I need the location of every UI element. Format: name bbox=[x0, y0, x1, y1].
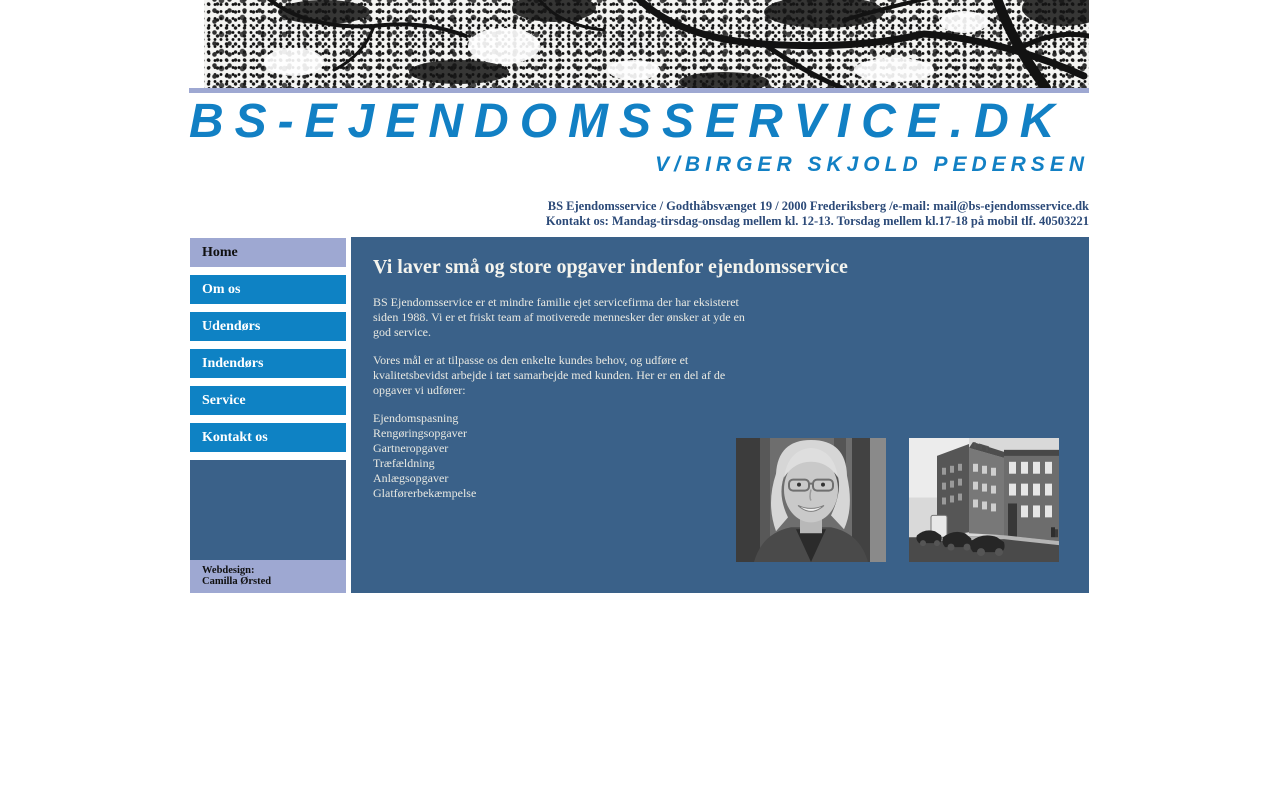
intro-paragraph: BS Ejendomsservice er et mindre familie ejet servicefirma der har eksisteret siden 1988. Vi er et friskt team af motiverede mennesker der ønsker at yde en god service. bbox=[373, 295, 745, 339]
webdesign-name: Camilla Ørsted bbox=[202, 576, 272, 587]
service-item: Rengøringsopgaver bbox=[373, 426, 467, 440]
service-item: Ejendomspasning bbox=[373, 411, 459, 425]
sidebar-item-indendors[interactable]: Indendørs bbox=[190, 349, 346, 378]
service-item: Gartneropgaver bbox=[373, 441, 449, 455]
banner-photo bbox=[204, 0, 1089, 88]
sidebar-menu bbox=[190, 238, 346, 452]
contact-info bbox=[189, 199, 1089, 229]
page-title: Vi laver små og store opgaver indenfor ejendomsservice bbox=[373, 256, 848, 278]
sidebar-decoration-block bbox=[190, 460, 346, 560]
logo-title: BS-EJENDOMSSERVICE.DK bbox=[189, 95, 1066, 148]
tree-branches-graphic bbox=[204, 0, 1089, 88]
services-list bbox=[373, 411, 753, 501]
intro-paragraphs bbox=[373, 295, 753, 398]
sidebar bbox=[190, 238, 346, 593]
main-content bbox=[351, 237, 1089, 593]
banner-divider bbox=[189, 88, 1089, 93]
sidebar-item-home[interactable]: Home bbox=[190, 238, 346, 267]
contact-hours-line: Kontakt os: Mandag-tirsdag-onsdag mellem kl. 12-13. Torsdag mellem kl.17-18 på mobil tlf. 40503221 bbox=[545, 214, 1089, 228]
portrait-photo bbox=[736, 438, 886, 562]
logo-subtitle: V/BIRGER SKJOLD PEDERSEN bbox=[655, 153, 1089, 176]
sidebar-item-om-os[interactable]: Om os bbox=[190, 275, 346, 304]
sidebar-item-kontakt-os[interactable]: Kontakt os bbox=[190, 423, 346, 452]
intro-paragraph: Vores mål er at tilpasse os den enkelte kundes behov, og udføre et kvalitetsbevidst arbejde i tæt samarbejde med kunden. Her er en del af de opgaver vi udfører: bbox=[373, 353, 726, 397]
sidebar-item-udendors[interactable]: Udendørs bbox=[190, 312, 346, 341]
service-item: Træfældning bbox=[373, 456, 435, 470]
webdesign-credit bbox=[190, 560, 346, 593]
contact-address-line: BS Ejendomsservice / Godthåbsvænget 19 / 2000 Frederiksberg /e-mail: mail@bs-ejendomsservice.dk bbox=[547, 199, 1089, 213]
webdesign-label: Webdesign: bbox=[202, 565, 255, 576]
street-photo bbox=[909, 438, 1059, 562]
sidebar-item-service[interactable]: Service bbox=[190, 386, 346, 415]
service-item: Anlægsopgaver bbox=[373, 471, 449, 485]
service-item: Glatførerbekæmpelse bbox=[373, 486, 477, 500]
site-logo bbox=[189, 94, 1089, 194]
